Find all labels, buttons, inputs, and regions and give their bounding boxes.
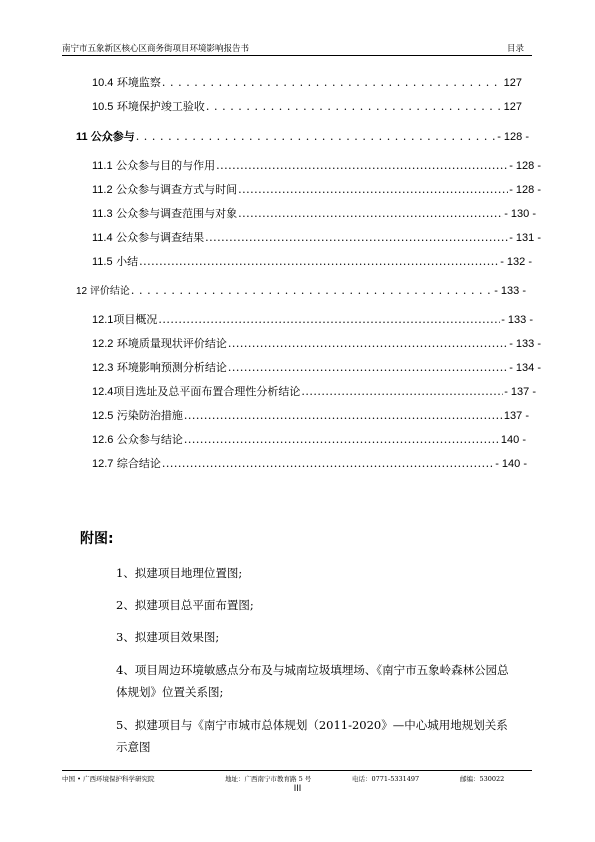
appendix-item-4: 4、项目周边环境敏感点分布及与城南垃圾填埋场、《南宁市五象岭森林公园总体规划》位置关系图;: [116, 663, 509, 699]
toc-leader: [184, 433, 500, 446]
toc-label: 公众参与目的与作用: [116, 159, 216, 172]
toc-number: 12.5: [92, 410, 114, 422]
toc-entry-11[interactable]: [76, 128, 529, 144]
toc-number: 10.5: [92, 101, 114, 113]
toc-entry-12-7[interactable]: [92, 455, 527, 471]
toc-number: 11.5: [92, 256, 113, 268]
toc-page: - 133 -: [501, 314, 533, 326]
toc-page: - 137 -: [504, 386, 536, 398]
toc-leader: [162, 76, 503, 89]
toc-label: 公众参与: [90, 131, 135, 143]
toc-leader: [139, 255, 499, 268]
toc-entry-12-6[interactable]: [92, 431, 526, 447]
report-title: 南宁市五象新区核心区商务街项目环境影响报告书: [62, 44, 250, 54]
toc-page: - 131 -: [509, 232, 541, 244]
page-footer: [62, 770, 532, 783]
appendix-item-5: 5、拟建项目与《南宁市城市总体规划（2011-2020》—中心城用地规划关系示意图: [116, 718, 508, 754]
toc-label: 公众参与结论: [116, 433, 183, 446]
toc-page: - 140 -: [495, 458, 527, 470]
toc-number: 11.3: [92, 208, 113, 220]
toc-entry-12-1[interactable]: [92, 311, 533, 327]
toc-entry-12-5[interactable]: [92, 407, 529, 423]
toc-label: 项目概况: [113, 313, 158, 326]
toc-leader: [158, 313, 500, 326]
toc-page: - 128 -: [509, 160, 541, 172]
appendix-item-2: 2、拟建项目总平面布置图;: [116, 598, 254, 612]
toc-number: 11.1: [92, 160, 113, 172]
toc-number: 12.2: [92, 338, 114, 350]
toc-page: 127: [503, 101, 522, 113]
toc-leader: [206, 100, 503, 113]
appendix-heading: 附图:: [80, 531, 114, 547]
toc-label: 综合结论: [116, 457, 161, 470]
toc-number: 12.4: [92, 386, 114, 398]
toc-label: 公众参与调查结果: [116, 231, 205, 244]
toc-page: - 128 -: [497, 131, 529, 143]
toc-label: 项目选址及总平面布置合理性分析结论: [113, 385, 301, 398]
toc-entry-12-3[interactable]: [92, 359, 541, 375]
footer-org: 中国 • 广西环境保护科学研究院: [62, 775, 155, 783]
toc-page: - 130 -: [504, 208, 536, 220]
toc-label: 污染防治措施: [116, 409, 183, 422]
toc-leader: [162, 457, 494, 470]
toc-label: 环境保护竣工验收: [116, 100, 205, 113]
toc-page: 140 -: [500, 434, 526, 446]
toc-leader: [301, 385, 503, 398]
toc-label: 评价结论: [89, 286, 130, 297]
toc-entry-12-4[interactable]: [92, 383, 536, 399]
toc-number: 12.7: [92, 458, 114, 470]
section-label: 目录: [506, 44, 524, 54]
toc-entry-11-4[interactable]: [92, 229, 541, 245]
toc-leader: [238, 207, 503, 220]
toc-page: - 128 -: [509, 184, 541, 196]
toc-number: 11.2: [92, 184, 113, 196]
appendix-item-3: 3、拟建项目效果图;: [116, 630, 220, 644]
toc-label: 小结: [116, 255, 139, 268]
footer-phone: 电话：0771-5331497: [352, 775, 420, 783]
toc-label: 环境质量现状评价结论: [116, 337, 227, 350]
toc-leader: [228, 337, 508, 350]
toc-number: 11: [76, 131, 88, 143]
toc-number: 12.3: [92, 362, 114, 374]
footer-postcode: 邮编：530022: [460, 775, 505, 783]
appendix-item-1: 1、拟建项目地理位置图;: [116, 566, 243, 580]
toc-page: - 133 -: [494, 285, 526, 297]
toc-page: 137 -: [503, 410, 529, 422]
toc-number: 12.1: [92, 314, 114, 326]
toc-page: - 132 -: [500, 256, 532, 268]
toc-label: 环境影响预测分析结论: [116, 361, 227, 374]
toc-entry-11-1[interactable]: [92, 157, 541, 173]
toc-number: 10.4: [92, 77, 114, 89]
toc-leader: [216, 159, 508, 172]
toc-number: 12.6: [92, 434, 114, 446]
toc-label: 环境监察: [116, 76, 161, 89]
toc-entry-10-5[interactable]: [92, 98, 522, 114]
toc-leader: [131, 284, 493, 297]
toc-entry-12[interactable]: [76, 282, 526, 297]
toc-leader: [184, 409, 503, 422]
toc-number: 12: [76, 286, 88, 297]
toc-leader: [228, 361, 508, 374]
toc-page: - 133 -: [509, 338, 541, 350]
page-header: [62, 39, 532, 56]
page-number: III: [293, 783, 302, 793]
toc-entry-11-5[interactable]: [92, 253, 532, 269]
toc-page: 127: [503, 77, 522, 89]
toc-number: 11.4: [92, 232, 113, 244]
toc-label: 公众参与调查方式与时间: [116, 183, 238, 196]
toc-entry-10-4[interactable]: [92, 74, 522, 90]
toc-page: - 134 -: [509, 362, 541, 374]
toc-entry-11-2[interactable]: [92, 181, 541, 197]
toc-label: 公众参与调查范围与对象: [116, 207, 238, 220]
toc-leader: [136, 130, 497, 143]
toc-entry-11-3[interactable]: [92, 205, 536, 221]
footer-address: 地址：广西南宁市教育路 5 号: [225, 775, 312, 783]
toc-leader: [238, 183, 508, 196]
toc-entry-12-2[interactable]: [92, 335, 541, 351]
toc-leader: [205, 231, 508, 244]
